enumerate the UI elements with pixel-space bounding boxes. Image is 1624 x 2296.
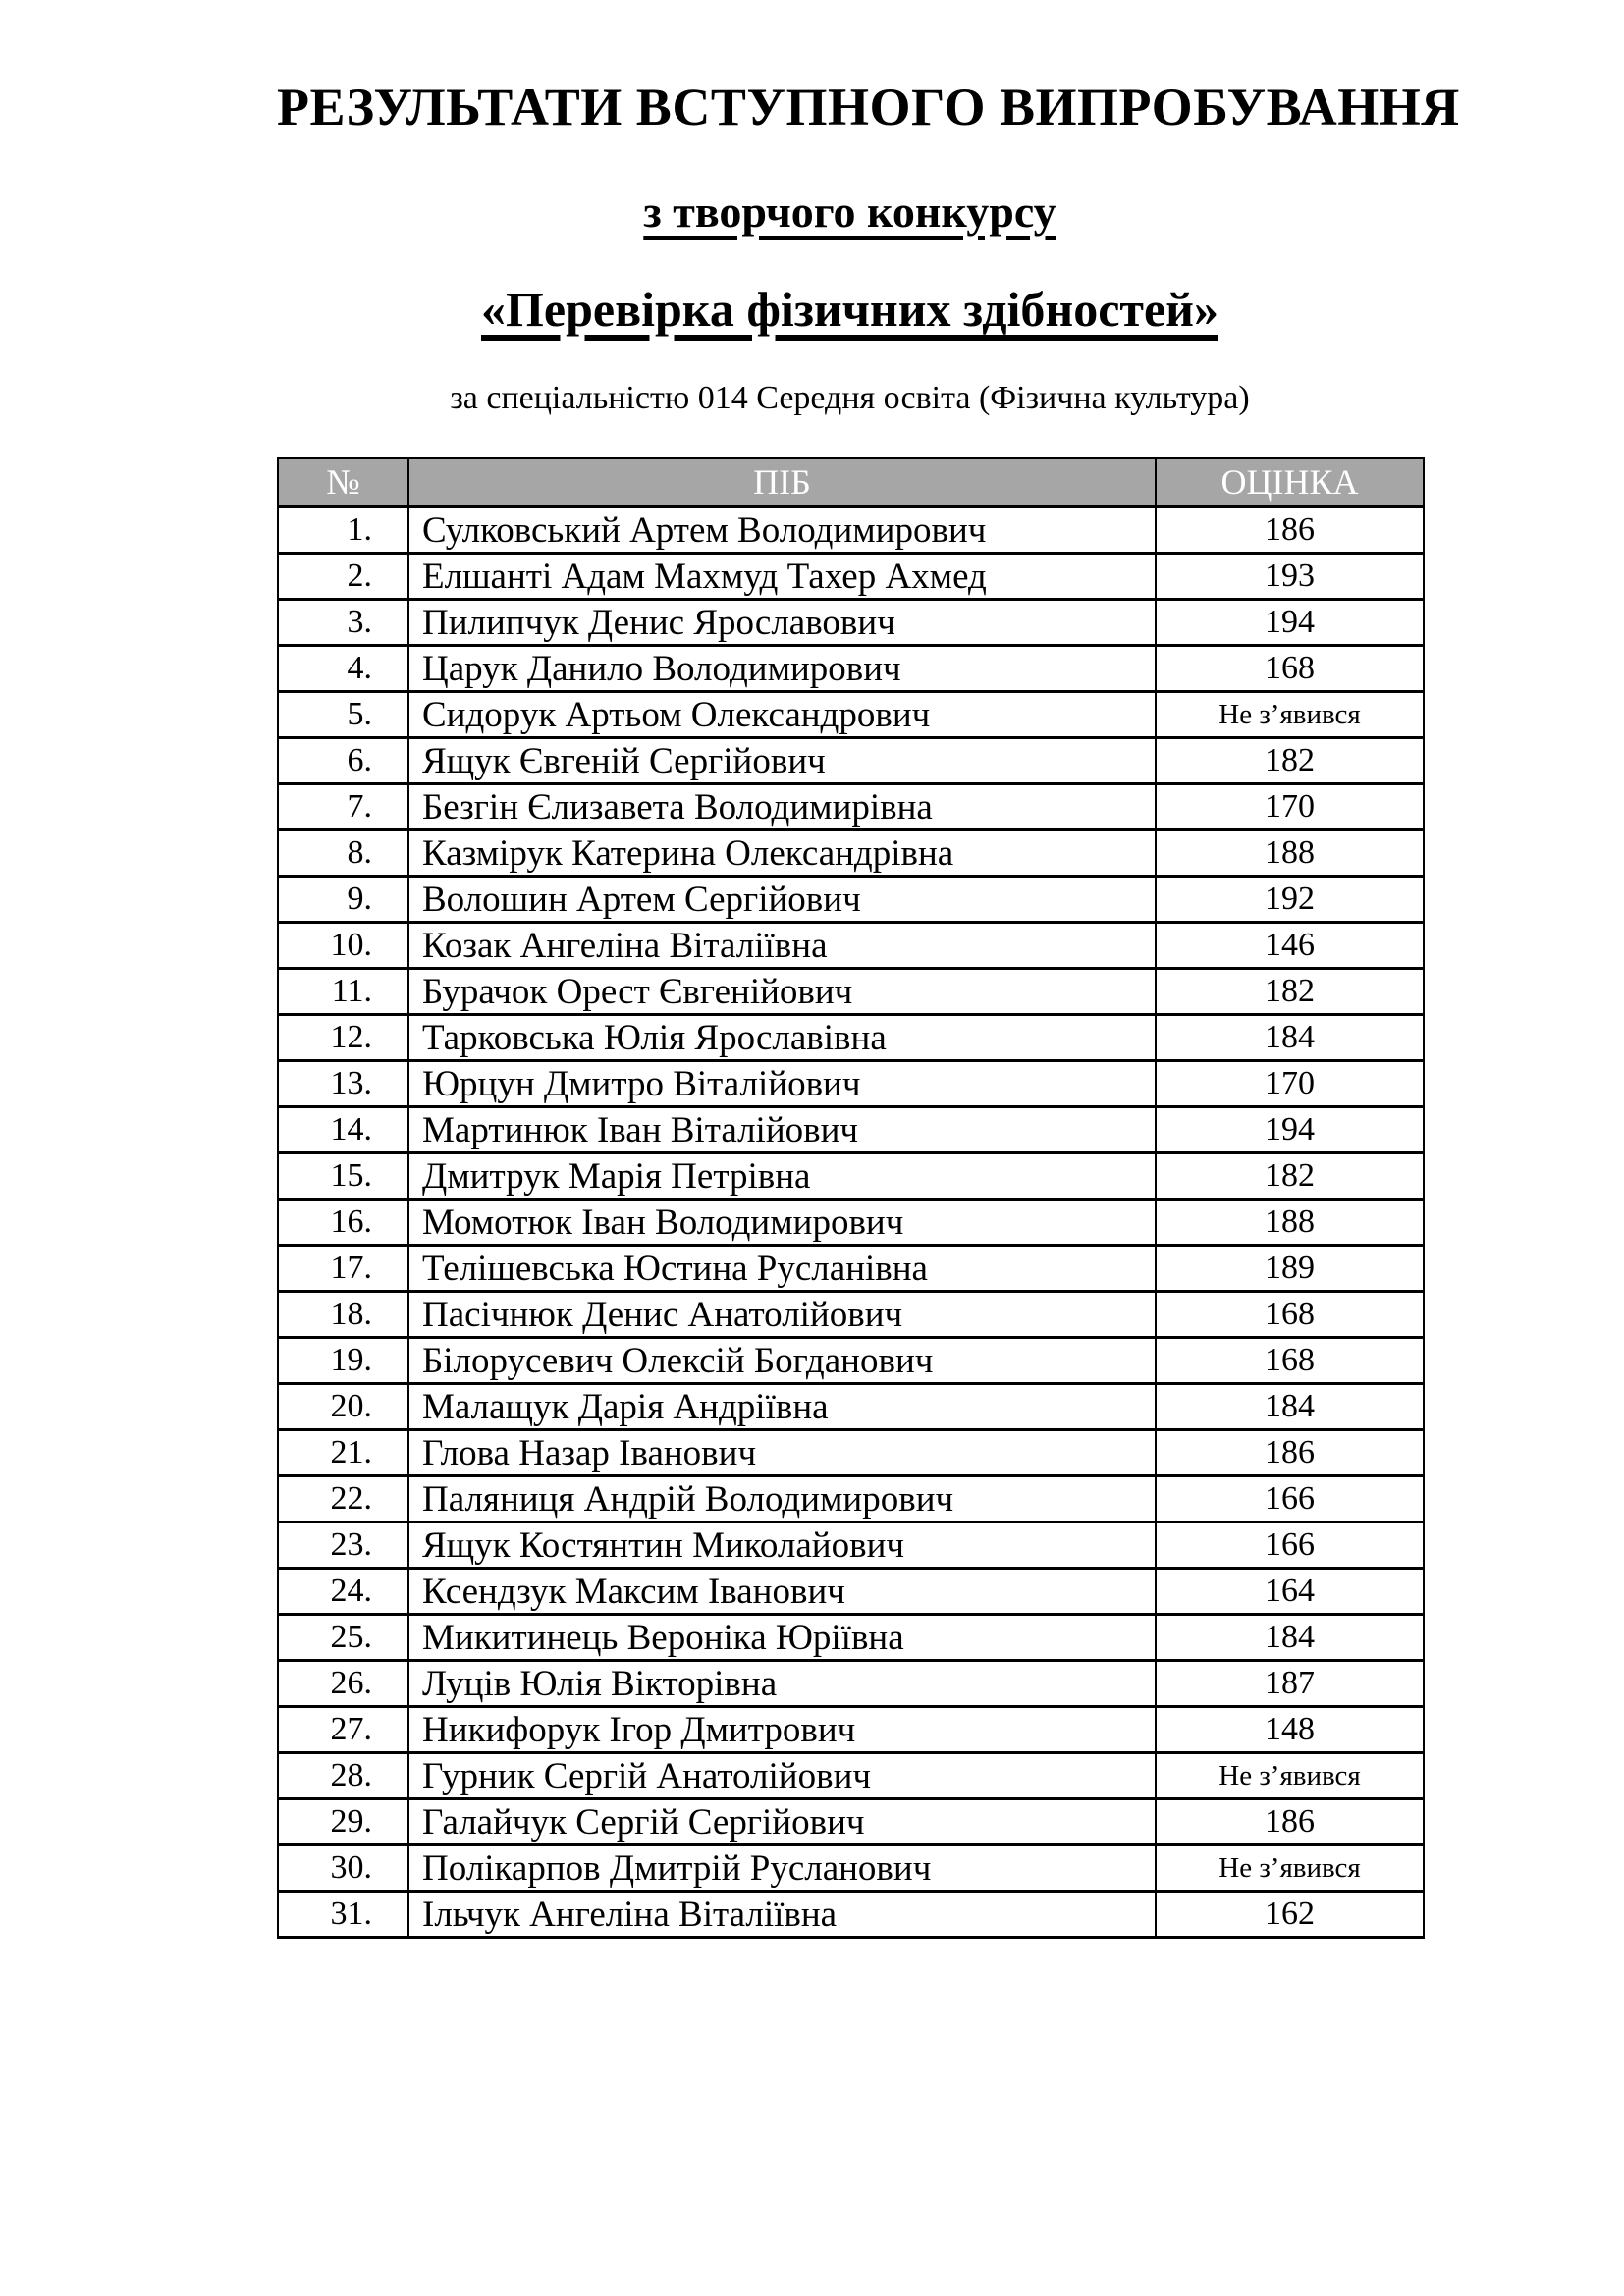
row-number-cell: 4. xyxy=(278,646,408,692)
table-row xyxy=(278,1107,1424,1153)
score-cell: 164 xyxy=(1156,1569,1424,1615)
row-number-cell: 6. xyxy=(278,738,408,784)
name-cell: Козак Ангеліна Віталіївна xyxy=(408,923,1156,969)
row-number-cell: 30. xyxy=(278,1845,408,1892)
table-row xyxy=(278,1384,1424,1430)
name-cell: Пилипчук Денис Ярославович xyxy=(408,600,1156,646)
name-cell: Полікарпов Дмитрій Русланович xyxy=(408,1845,1156,1892)
table-row xyxy=(278,1522,1424,1569)
row-number-cell: 27. xyxy=(278,1707,408,1753)
table-row xyxy=(278,646,1424,692)
row-number-cell: 31. xyxy=(278,1892,408,1938)
row-number-cell: 23. xyxy=(278,1522,408,1569)
row-number-cell: 14. xyxy=(278,1107,408,1153)
name-cell: Юрцун Дмитро Віталійович xyxy=(408,1061,1156,1107)
score-cell: 184 xyxy=(1156,1615,1424,1661)
score-cell: 182 xyxy=(1156,1153,1424,1200)
score-cell: Не з’явився xyxy=(1156,1753,1424,1799)
row-number-cell: 8. xyxy=(278,830,408,877)
score-cell: 166 xyxy=(1156,1522,1424,1569)
specialty-line: за спеціальністю 014 Середня освіта (Фізична культура) xyxy=(450,380,1250,417)
table-row xyxy=(278,507,1424,554)
table-row xyxy=(278,1661,1424,1707)
table-row xyxy=(278,1015,1424,1061)
score-cell: Не з’явився xyxy=(1156,1845,1424,1892)
score-cell: 166 xyxy=(1156,1476,1424,1522)
row-number-cell: 1. xyxy=(278,507,408,554)
name-cell: Бурачок Орест Євгенійович xyxy=(408,969,1156,1015)
score-cell: 186 xyxy=(1156,1430,1424,1476)
table-row xyxy=(278,1569,1424,1615)
table-row xyxy=(278,1061,1424,1107)
name-cell: Глова Назар Іванович xyxy=(408,1430,1156,1476)
results-table-body xyxy=(278,507,1424,1938)
score-cell: 170 xyxy=(1156,1061,1424,1107)
score-cell: 168 xyxy=(1156,646,1424,692)
name-cell: Микитинець Вероніка Юріївна xyxy=(408,1615,1156,1661)
score-cell: 194 xyxy=(1156,600,1424,646)
score-cell: 162 xyxy=(1156,1892,1424,1938)
subtitle-contest: з творчого конкурсу xyxy=(643,187,1056,238)
name-cell: Момотюк Іван Володимирович xyxy=(408,1200,1156,1246)
col-header-score: ОЦІНКА xyxy=(1156,458,1424,507)
subtitle-test-name: «Перевірка фізичних здібностей» xyxy=(481,281,1218,337)
row-number-cell: 11. xyxy=(278,969,408,1015)
name-cell: Гурник Сергій Анатолійович xyxy=(408,1753,1156,1799)
table-row xyxy=(278,1799,1424,1845)
name-cell: Луців Юлія Вікторівна xyxy=(408,1661,1156,1707)
name-cell: Мартинюк Іван Віталійович xyxy=(408,1107,1156,1153)
col-header-name: ПІБ xyxy=(408,458,1156,507)
results-document xyxy=(277,0,1460,1939)
name-cell: Волошин Артем Сергійович xyxy=(408,877,1156,923)
score-cell: 189 xyxy=(1156,1246,1424,1292)
name-cell: Дмитрук Марія Петрівна xyxy=(408,1153,1156,1200)
page-title: РЕЗУЛЬТАТИ ВСТУПНОГО ВИПРОБУВАННЯ xyxy=(277,78,1460,136)
name-cell: Ящук Євгеній Сергійович xyxy=(408,738,1156,784)
score-cell: 186 xyxy=(1156,507,1424,554)
score-cell: 193 xyxy=(1156,554,1424,600)
score-cell: 186 xyxy=(1156,1799,1424,1845)
name-cell: Телішевська Юстина Русланівна xyxy=(408,1246,1156,1292)
score-cell: 188 xyxy=(1156,830,1424,877)
table-row xyxy=(278,830,1424,877)
row-number-cell: 3. xyxy=(278,600,408,646)
score-cell: 182 xyxy=(1156,969,1424,1015)
row-number-cell: 15. xyxy=(278,1153,408,1200)
table-row xyxy=(278,923,1424,969)
row-number-cell: 12. xyxy=(278,1015,408,1061)
row-number-cell: 9. xyxy=(278,877,408,923)
table-row xyxy=(278,692,1424,738)
score-cell: 146 xyxy=(1156,923,1424,969)
table-row xyxy=(278,1292,1424,1338)
table-row xyxy=(278,600,1424,646)
name-cell: Ільчук Ангеліна Віталіївна xyxy=(408,1892,1156,1938)
name-cell: Галайчук Сергій Сергійович xyxy=(408,1799,1156,1845)
table-row xyxy=(278,1246,1424,1292)
score-cell: 187 xyxy=(1156,1661,1424,1707)
name-cell: Безгін Єлизавета Володимирівна xyxy=(408,784,1156,830)
score-cell: 182 xyxy=(1156,738,1424,784)
row-number-cell: 19. xyxy=(278,1338,408,1384)
score-cell: 194 xyxy=(1156,1107,1424,1153)
name-cell: Пасічнюк Денис Анатолійович xyxy=(408,1292,1156,1338)
table-row xyxy=(278,1892,1424,1938)
row-number-cell: 5. xyxy=(278,692,408,738)
score-cell: Не з’явився xyxy=(1156,692,1424,738)
score-cell: 168 xyxy=(1156,1338,1424,1384)
table-row xyxy=(278,1476,1424,1522)
name-cell: Білорусевич Олексій Богданович xyxy=(408,1338,1156,1384)
row-number-cell: 24. xyxy=(278,1569,408,1615)
row-number-cell: 28. xyxy=(278,1753,408,1799)
table-row xyxy=(278,784,1424,830)
row-number-cell: 26. xyxy=(278,1661,408,1707)
name-cell: Ящук Костянтин Миколайович xyxy=(408,1522,1156,1569)
row-number-cell: 20. xyxy=(278,1384,408,1430)
name-cell: Никифорук Ігор Дмитрович xyxy=(408,1707,1156,1753)
name-cell: Елшанті Адам Махмуд Тахер Ахмед xyxy=(408,554,1156,600)
score-cell: 192 xyxy=(1156,877,1424,923)
row-number-cell: 10. xyxy=(278,923,408,969)
row-number-cell: 29. xyxy=(278,1799,408,1845)
row-number-cell: 7. xyxy=(278,784,408,830)
row-number-cell: 22. xyxy=(278,1476,408,1522)
row-number-cell: 25. xyxy=(278,1615,408,1661)
table-row xyxy=(278,1845,1424,1892)
table-row xyxy=(278,554,1424,600)
name-cell: Ксендзук Максим Іванович xyxy=(408,1569,1156,1615)
table-row xyxy=(278,1153,1424,1200)
table-row xyxy=(278,1338,1424,1384)
score-cell: 170 xyxy=(1156,784,1424,830)
name-cell: Паляниця Андрій Володимирович xyxy=(408,1476,1156,1522)
name-cell: Сидорук Артьом Олександрович xyxy=(408,692,1156,738)
table-row xyxy=(278,877,1424,923)
row-number-cell: 13. xyxy=(278,1061,408,1107)
row-number-cell: 17. xyxy=(278,1246,408,1292)
col-header-num: № xyxy=(278,458,408,507)
table-row xyxy=(278,1707,1424,1753)
name-cell: Сулковський Артем Володимирович xyxy=(408,507,1156,554)
row-number-cell: 21. xyxy=(278,1430,408,1476)
table-row xyxy=(278,1200,1424,1246)
table-row xyxy=(278,969,1424,1015)
table-row xyxy=(278,1430,1424,1476)
row-number-cell: 16. xyxy=(278,1200,408,1246)
table-row xyxy=(278,1753,1424,1799)
name-cell: Казмірук Катерина Олександрівна xyxy=(408,830,1156,877)
score-cell: 184 xyxy=(1156,1015,1424,1061)
table-row xyxy=(278,738,1424,784)
row-number-cell: 18. xyxy=(278,1292,408,1338)
name-cell: Малащук Дарія Андріївна xyxy=(408,1384,1156,1430)
score-cell: 188 xyxy=(1156,1200,1424,1246)
name-cell: Тарковська Юлія Ярославівна xyxy=(408,1015,1156,1061)
row-number-cell: 2. xyxy=(278,554,408,600)
table-row xyxy=(278,1615,1424,1661)
score-cell: 168 xyxy=(1156,1292,1424,1338)
results-table xyxy=(277,457,1425,1939)
score-cell: 148 xyxy=(1156,1707,1424,1753)
score-cell: 184 xyxy=(1156,1384,1424,1430)
name-cell: Царук Данило Володимирович xyxy=(408,646,1156,692)
table-header-row xyxy=(278,458,1424,507)
